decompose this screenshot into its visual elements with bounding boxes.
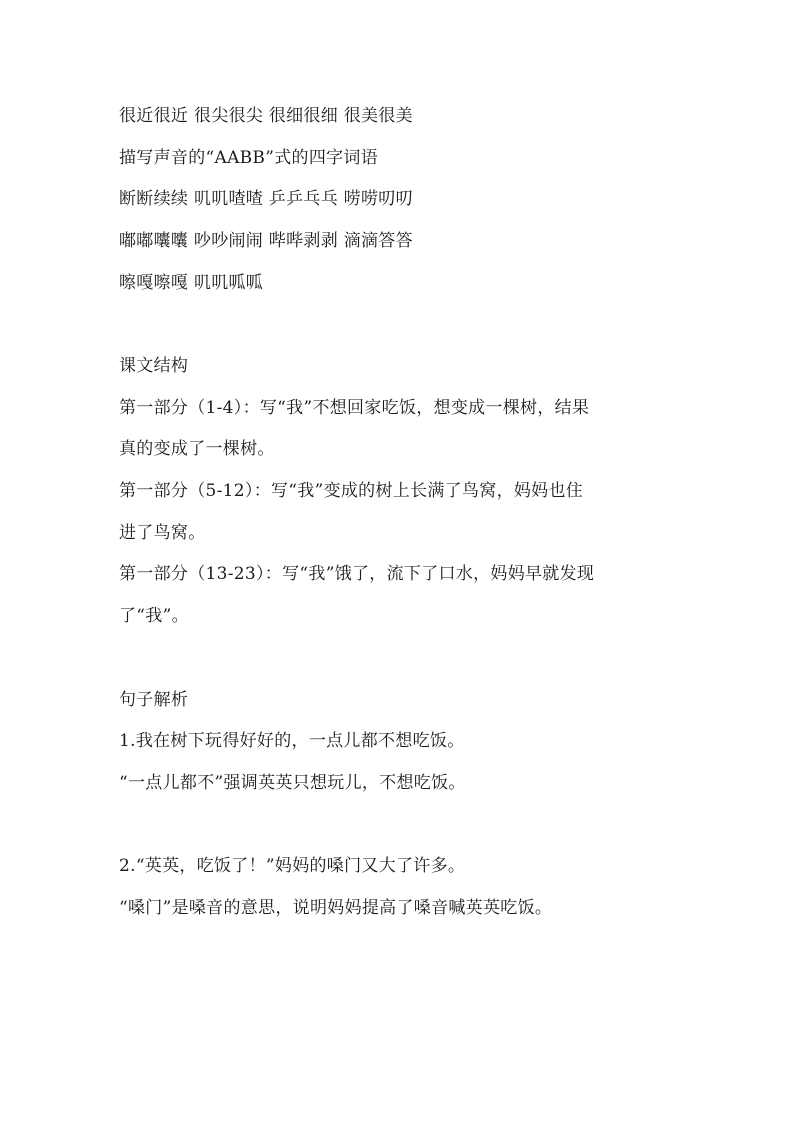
structure-part-2-line-b: 进了鸟窝。 — [119, 523, 206, 543]
structure-part-1-line-a: 第一部分（1-4）：写“我”不想回家吃饭，想变成一棵树，结果 — [119, 398, 590, 418]
vocab-line-3: 嘟嘟囔囔 吵吵闹闹 哔哔剥剥 滴滴答答 — [119, 231, 413, 251]
structure-part-1-line-b: 真的变成了一棵树。 — [119, 439, 275, 459]
analysis-sentence-1-note: “一点儿都不”强调英英只想玩儿，不想吃饭。 — [119, 773, 466, 793]
structure-part-3-line-b: 了“我”。 — [119, 606, 189, 626]
analysis-sentence-2-note: “嗓门”是嗓音的意思，说明妈妈提高了嗓音喊英英吃饭。 — [119, 898, 553, 918]
analysis-sentence-2: 2.“英英，吃饭了！”妈妈的嗓门又大了许多。 — [119, 856, 466, 876]
structure-heading: 课文结构 — [119, 356, 189, 376]
vocab-line-1: 很近很近 很尖很尖 很细很细 很美很美 — [119, 106, 413, 126]
analysis-sentence-1: 1.我在树下玩得好好的，一点儿都不想吃饭。 — [119, 731, 465, 751]
vocab-line-2: 断断续续 叽叽喳喳 乒乒乓乓 唠唠叨叨 — [119, 189, 413, 209]
structure-part-3-line-a: 第一部分（13-23）：写“我”饿了，流下了口水，妈妈早就发现 — [119, 564, 595, 584]
aabb-heading: 描写声音的“AABB”式的四字词语 — [119, 148, 379, 168]
analysis-heading: 句子解析 — [119, 690, 189, 710]
structure-part-2-line-a: 第一部分（5-12）：写“我”变成的树上长满了鸟窝，妈妈也住 — [119, 481, 584, 501]
vocab-line-4: 嚓嘎嚓嘎 叽叽呱呱 — [119, 273, 264, 293]
